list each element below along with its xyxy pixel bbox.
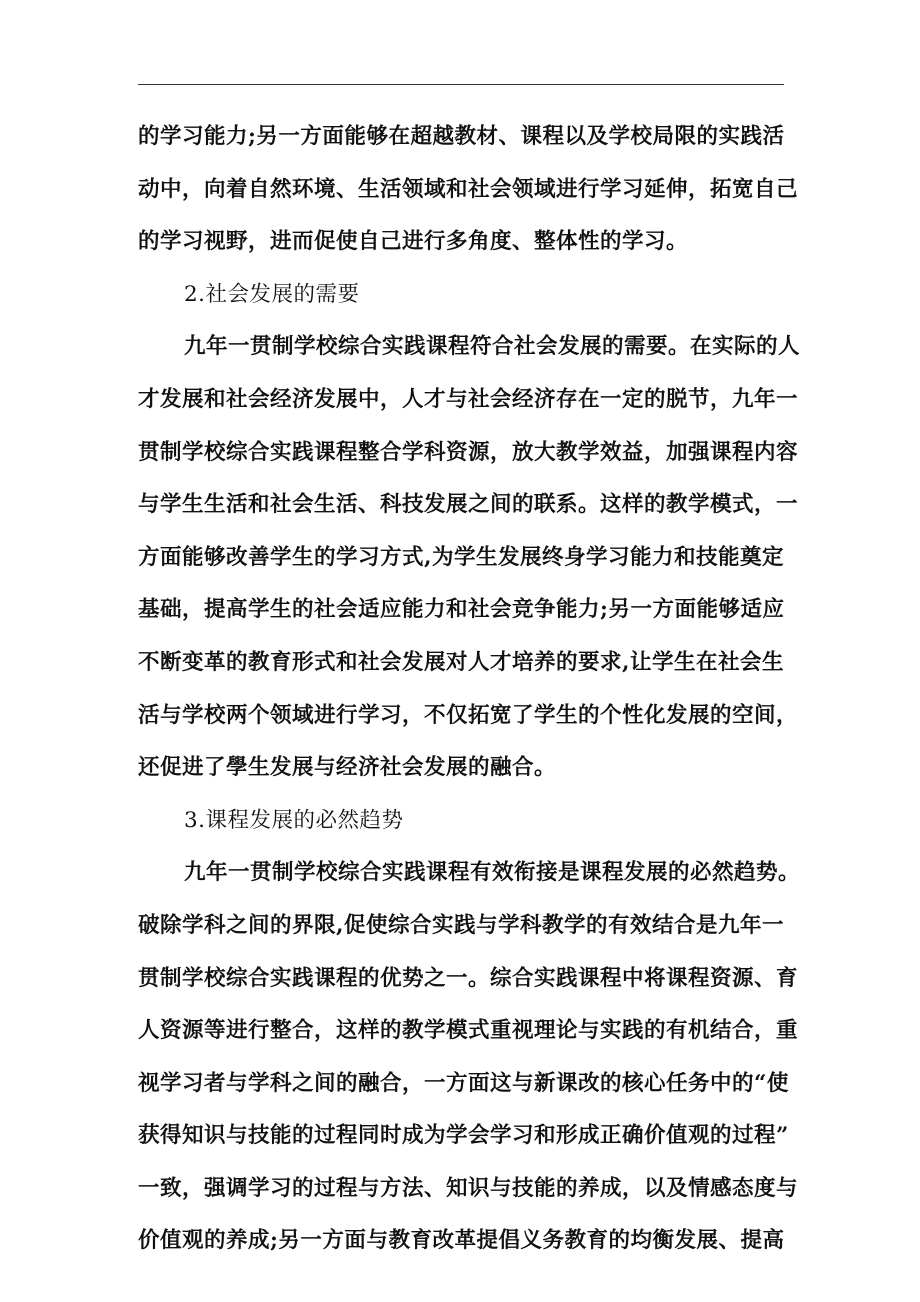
body-line: 视学习者与学科之间的融合，一方面这与新课改的核心任务中的“使 [138, 1070, 789, 1096]
body-line: 九年一贯制学校综合实践课程有效衔接是课程发展的必然趋势。 [184, 860, 801, 886]
document-body [138, 115, 801, 1272]
body-line: 的学习能力;另一方面能够在超越教材、课程以及学校局限的实践活 [138, 124, 785, 149]
body-line: 贯制学校综合实践课程的优势之一。综合实践课程中将课程资源、育 [138, 965, 799, 991]
section-heading: 2.社会发展的需要 [184, 281, 360, 307]
body-line: 一致，强调学习的过程与方法、知识与技能的养成，以及情感态度与 [138, 1175, 799, 1201]
body-line: 的学习视野，进而促使自己进行多角度、整体性的学习。 [138, 229, 689, 255]
header-rule [138, 84, 784, 85]
body-line: 获得知识与技能的过程同时成为学会学习和形成正确价值观的过程” [138, 1123, 789, 1149]
body-line: 贯制学校综合实践课程整合学科资源，放大教学效益，加强课程内容 [138, 439, 799, 465]
body-line: 九年一贯制学校综合实践课程符合社会发展的需要。在实际的人 [184, 334, 801, 360]
body-line: 还促进了學生发展与经济社会发展的融合。 [138, 755, 557, 781]
body-line: 与学生生活和社会生活、科技发展之间的联系。这样的教学模式，一 [138, 492, 799, 518]
body-line: 活与学校两个领域进行学习，不仅拓宽了学生的个性化发展的空间， [138, 702, 799, 728]
body-line: 才发展和社会经济发展中，人才与社会经济存在一定的脱节，九年一 [138, 386, 799, 412]
body-line: 价值观的养成;另一方面与教育改革提倡义务教育的均衡发展、提高 [138, 1228, 785, 1254]
section-heading: 3.课程发展的必然趋势 [184, 807, 404, 833]
body-line: 方面能够改善学生的学习方式,为学生发展终身学习能力和技能奠定 [138, 544, 784, 570]
body-line: 人资源等进行整合，这样的教学模式重视理论与实践的有机结合，重 [138, 1018, 799, 1044]
body-line: 破除学科之间的界限,促使综合实践与学科教学的有效结合是九年一 [138, 912, 784, 938]
body-line: 基础，提高学生的社会适应能力和社会竞争能力;另一方面能够适应 [138, 597, 785, 623]
body-line: 不断变革的教育形式和社会发展对人才培养的要求,让学生在社会生 [138, 649, 784, 675]
body-line: 动中，向着自然环境、生活领域和社会领域进行学习延伸，拓宽自己 [138, 176, 799, 202]
